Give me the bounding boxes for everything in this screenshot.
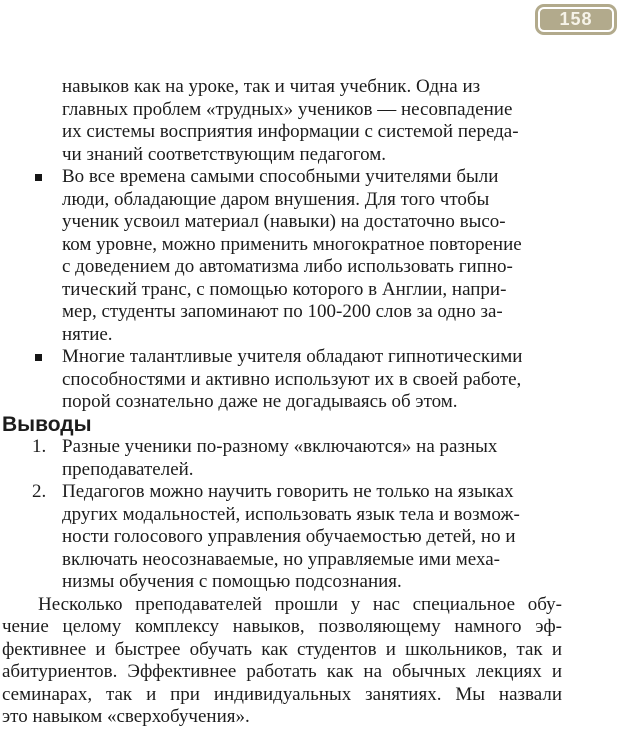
paragraph-line: других модальностей, использовать язык тела и возмож- [62,503,520,525]
conclusions-heading: Выводы [2,412,92,436]
paragraph-line: Несколько преподавателей прошли у нас специальное обу- [38,593,562,615]
paragraph-line: включать неосознаваемые, но управляемые ими меха- [62,548,500,570]
page-number: 158 [538,7,614,32]
paragraph-line: тический транс, с помощью которого в Англии, напри- [62,278,507,300]
paragraph-line: Педагогов можно научить говорить не только на языках [62,481,514,502]
paragraph-line: ком уровне, можно применить многократное повторение [62,233,522,255]
paragraph-line: Во все времена самыми способными учителями были [62,166,499,187]
paragraph-line: абитуриентов. Эффективнее работать как на обычных лекциях и [2,661,562,682]
paragraph-line: преподавателей. [62,458,194,480]
paragraph-line: низмы обучения с помощью подсознания. [62,571,402,592]
closing-paragraph [2,594,562,729]
bullet-item [2,346,562,414]
page-text [2,76,562,729]
paragraph-line: ученик усвоил материал (навыки) на достаточно высо- [62,211,506,232]
paragraph-continuation [2,76,562,166]
paragraph-line: порой сознательно даже не догадываясь об этом. [62,391,458,412]
paragraph-line: чение целому комплексу навыков, позволяющему намного эф- [2,616,562,637]
paragraph-line: Многие талантливые учителя обладают гипнотическими [62,346,523,367]
numbered-item [2,481,562,594]
paragraph-line: люди, обладающие даром внушения. Для того чтобы [62,188,490,210]
bullet-item [2,166,562,346]
paragraph-line: это навыком «сверхобучения». [2,706,250,727]
paragraph-line: их системы восприятия информации с системой переда- [62,121,519,142]
item-number: 1. [32,436,47,457]
paragraph-line: навыков как на уроке, так и читая учебник. Одна из [62,76,481,97]
paragraph-line: семинарах, так и при индивидуальных занятиях. Мы назвали [2,683,562,705]
paragraph-line: главных проблем «трудных» учеников — несовпадение [62,98,513,120]
paragraph-line: ности голосового управления обучаемостью детей, но и [62,526,516,547]
paragraph-line: Разные ученики по-разному «включаются» на разных [62,436,498,457]
paragraph-line: фективнее и быстрее обучать как студентов и школьников, так и [2,638,562,660]
page-number-badge [535,4,617,35]
paragraph-line: способностями и активно используют их в своей работе, [62,368,522,390]
numbered-item [2,436,562,481]
paragraph-line: с доведением до автоматизма либо использовать гипно- [62,256,513,277]
square-bullet-icon [35,354,42,361]
square-bullet-icon [35,174,42,181]
paragraph-line: мер, студенты запоминают по 100-200 слов за одно за- [62,301,503,322]
paragraph-line: нятие. [62,323,113,345]
item-number: 2. [32,481,47,502]
paragraph-line: чи знаний соответствующим педагогом. [62,143,386,165]
